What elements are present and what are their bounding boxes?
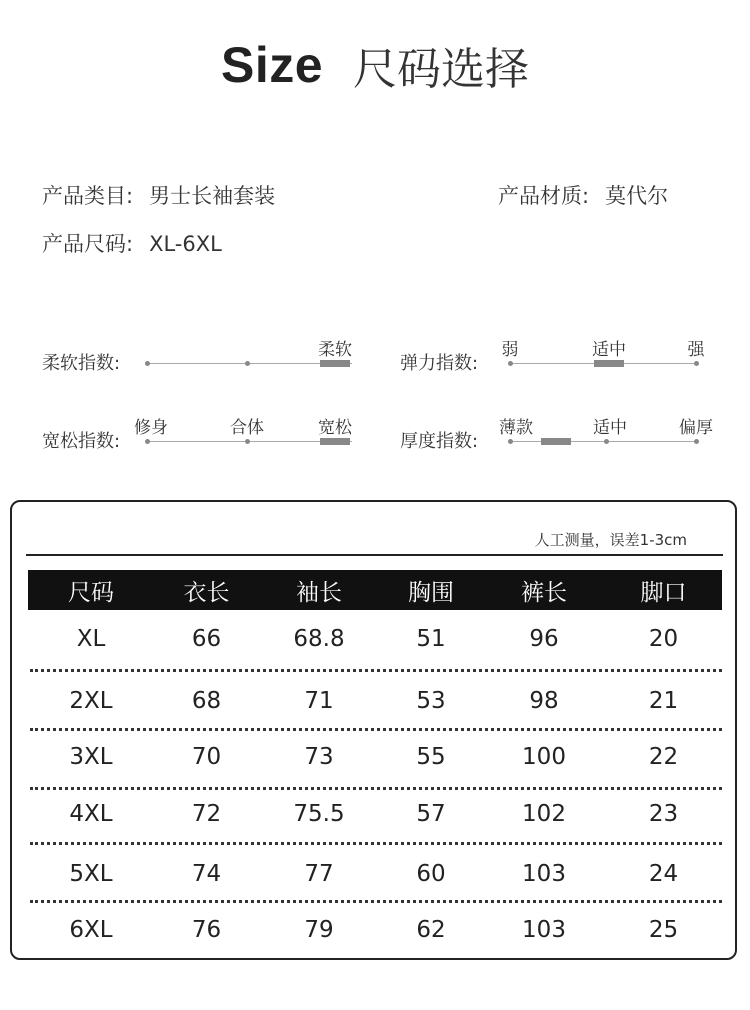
row-divider [30,842,722,845]
index-dot [508,361,513,366]
table-cell: 53 [416,688,446,714]
table-cell: 6XL [69,917,113,943]
table-cell: 75.5 [293,801,345,827]
table-row [28,626,722,652]
table-cell: 51 [416,626,446,652]
table-cell: 22 [648,744,679,770]
header-cell: 袖长 [296,579,342,606]
index-marker [320,360,350,367]
header-cell: 脚口 [640,579,687,606]
material-value: 莫代尔 [605,184,669,208]
page-title [0,30,750,100]
table-header [28,570,722,610]
header-cell: 衣长 [183,579,230,606]
table-cell: 2XL [69,688,113,714]
thickness-index [400,404,750,464]
table-row [28,861,722,887]
table-cell: 103 [522,917,566,943]
title-english: Size [220,37,324,93]
index-track [134,418,352,442]
product-category [42,180,275,210]
index-marker [541,438,571,445]
table-cell: 3XL [69,744,113,770]
row-divider [30,900,722,903]
index-marker [594,360,624,367]
index-dot [245,361,250,366]
table-cell: 55 [416,744,446,770]
table-cell: 102 [522,801,566,827]
table-cell: 79 [304,917,334,943]
index-marker [320,438,350,445]
index-label-mid: 合体 [230,418,264,438]
table-cell: 72 [191,801,222,827]
table-cell: 96 [529,626,559,652]
table-row [28,917,722,943]
table-cell: 74 [191,861,222,887]
row-divider [30,787,722,790]
table-cell: 100 [522,744,566,770]
table-cell: 23 [648,801,679,827]
index-label-left: 薄款 [499,418,533,438]
table-cell: XL [76,626,106,652]
row-divider [30,728,722,731]
category-label: 产品类目: [42,184,134,208]
table-row [28,801,722,827]
index-track [501,340,705,364]
table-cell: 103 [522,861,566,887]
index-track [147,340,352,364]
material-label: 产品材质: [498,184,590,208]
table-cell: 70 [191,744,222,770]
table-cell: 73 [304,744,334,770]
index-dot [604,439,609,444]
table-cell: 68.8 [293,626,345,652]
table-row [28,744,722,770]
size-label: 产品尺码: [42,232,134,256]
row-divider [30,669,722,672]
header-cell: 胸围 [408,579,454,606]
product-material [498,180,668,210]
index-label-right: 强 [687,340,705,360]
index-label-left: 弱 [501,340,519,360]
table-row [28,688,722,714]
table-cell: 62 [416,917,446,943]
table-cell: 5XL [69,861,113,887]
table-cell: 57 [416,801,446,827]
product-size-range [42,228,222,258]
title-chinese: 尺码选择 [353,44,530,95]
index-name: 宽松指数: [42,431,121,452]
table-cell: 98 [529,688,559,714]
index-dot [694,361,699,366]
index-dot [508,439,513,444]
table-cell: 77 [304,861,334,887]
table-cell: 4XL [69,801,113,827]
table-cell: 71 [304,688,334,714]
divider [26,554,723,556]
index-label-right: 宽松 [318,418,352,438]
header-cell: 尺码 [68,579,114,606]
looseness-index [42,404,394,464]
table-cell: 21 [648,688,679,714]
table-cell: 25 [648,917,679,943]
table-cell: 60 [416,861,446,887]
softness-index [42,326,394,386]
index-name: 厚度指数: [400,431,479,452]
table-cell: 20 [648,626,679,652]
table-cell: 76 [191,917,222,943]
index-label-mid: 适中 [592,340,626,360]
category-value: 男士长袖套装 [149,184,276,208]
index-dot [245,439,250,444]
size-value: XL-6XL [149,232,222,256]
index-name: 柔软指数: [42,353,121,374]
index-label-left: 修身 [134,418,168,438]
index-label-right: 偏厚 [679,418,713,438]
size-table [10,500,737,960]
index-track [499,418,713,442]
table-cell: 24 [648,861,679,887]
index-label-mid: 适中 [593,418,627,438]
index-dot [145,439,150,444]
index-dot [145,361,150,366]
table-cell: 68 [191,688,222,714]
table-cell: 66 [191,626,222,652]
header-cell: 裤长 [521,579,567,606]
index-name: 弹力指数: [400,353,479,374]
index-label-right: 柔软 [318,340,352,360]
measurement-note: 人工测量，误差1-3cm [534,531,687,549]
index-dot [694,439,699,444]
elasticity-index [400,326,750,386]
